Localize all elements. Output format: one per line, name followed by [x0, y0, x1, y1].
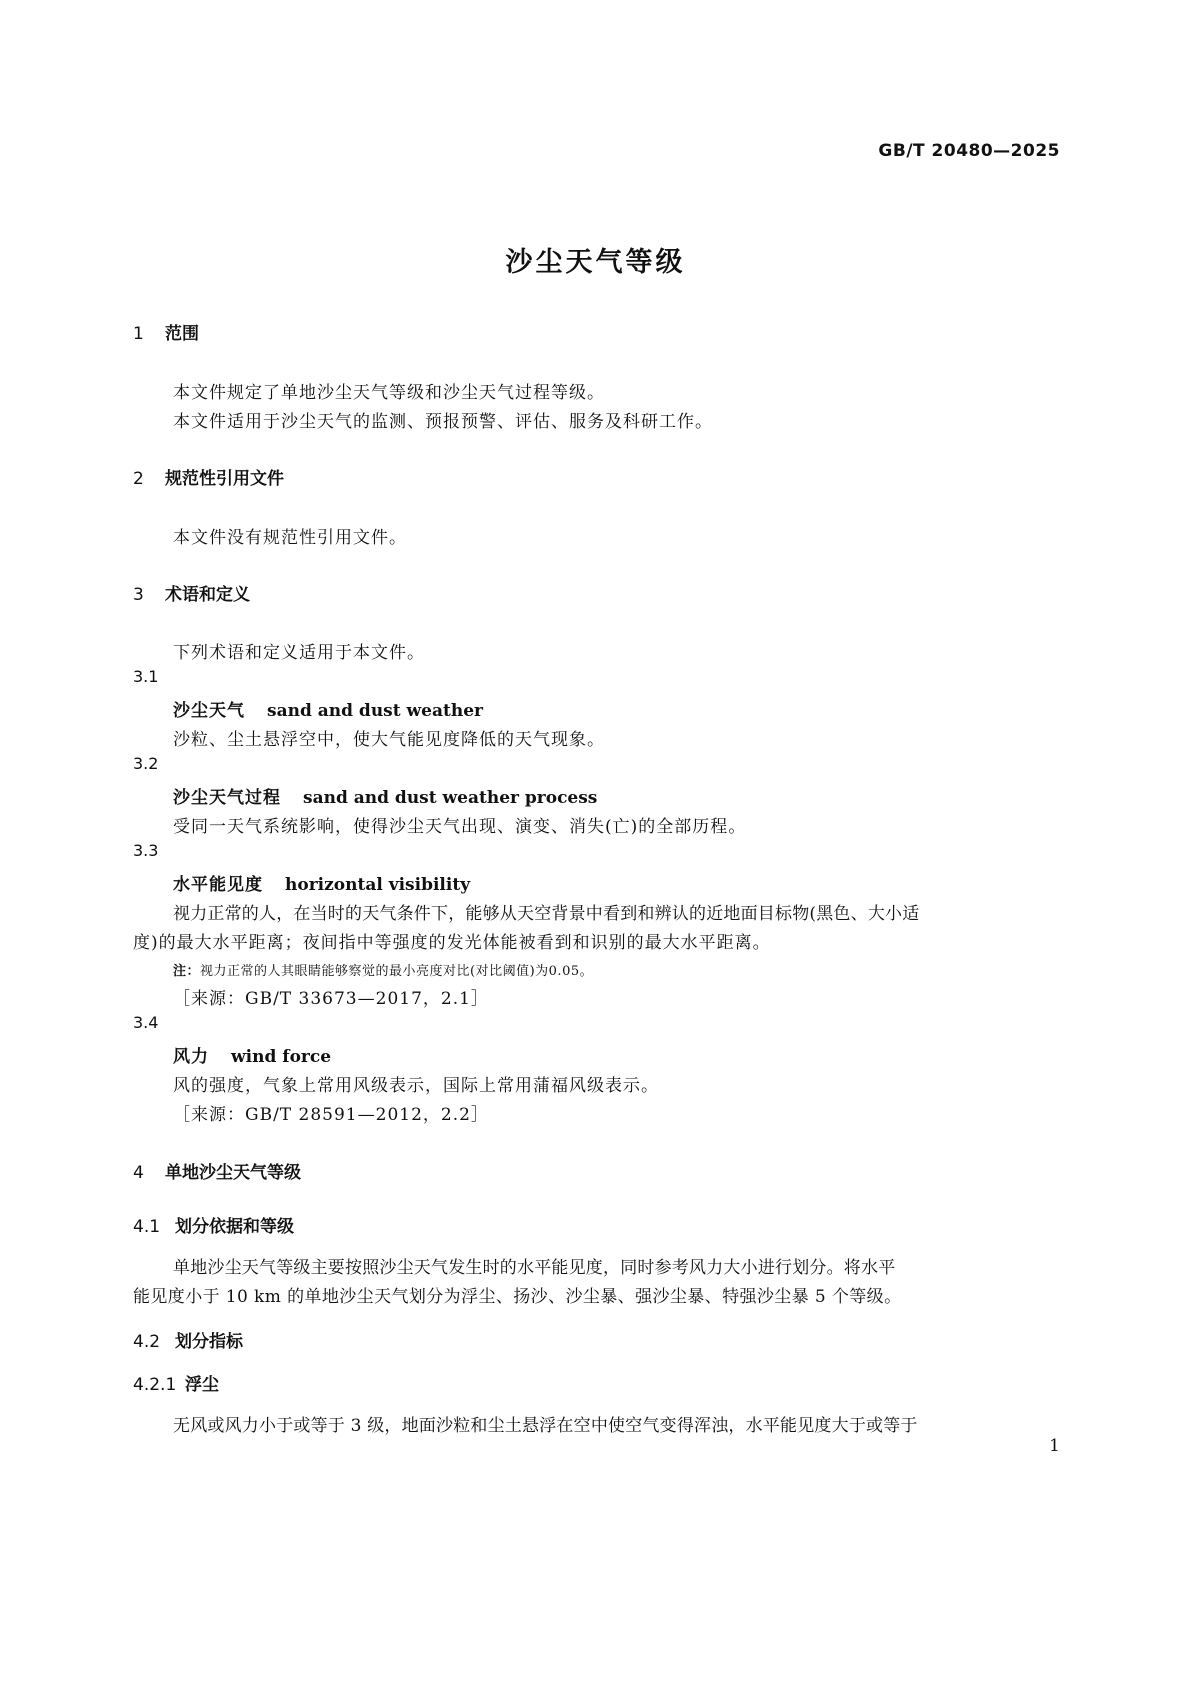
- term-3-4-source: ［来源：GB/T 28591—2012，2.2］: [173, 1105, 489, 1125]
- section-1-paragraph-1: 本文件规定了单地沙尘天气等级和沙尘天气过程等级。: [173, 383, 605, 403]
- term-chinese: 水平能见度: [173, 875, 263, 895]
- section-title: 规范性引用文件: [165, 469, 284, 489]
- term-3-4-number: 3.4: [133, 1013, 159, 1032]
- section-2-paragraph-1: 本文件没有规范性引用文件。: [173, 528, 407, 548]
- section-1-paragraph-2: 本文件适用于沙尘天气的监测、预报预警、评估、服务及科研工作。: [173, 412, 713, 432]
- document-title: 沙尘天气等级: [505, 247, 686, 278]
- section-3-heading: [133, 580, 250, 605]
- standard-number: GB/T 20480—2025: [878, 141, 1060, 161]
- section-2-heading: [133, 464, 284, 489]
- note-label: 注：: [173, 964, 201, 979]
- section-number: 1: [133, 324, 144, 344]
- section-title: 范围: [165, 324, 199, 344]
- term-chinese: 沙尘天气: [173, 701, 245, 721]
- term-3-3-number: 3.3: [133, 841, 159, 860]
- section-number: 4.2.1: [133, 1375, 177, 1395]
- section-number: 4.1: [133, 1217, 161, 1237]
- term-english: wind force: [231, 1047, 332, 1067]
- section-4-1-paragraph-line-1: 单地沙尘天气等级主要按照沙尘天气发生时的水平能见度，同时参考风力大小进行划分。将水平: [173, 1258, 896, 1278]
- section-4-heading: [133, 1158, 301, 1183]
- section-3-intro: 下列术语和定义适用于本文件。: [173, 643, 425, 663]
- term-3-2: [173, 783, 597, 808]
- section-title: 术语和定义: [165, 585, 250, 605]
- section-number: 4.2: [133, 1332, 161, 1352]
- section-4-2-1-paragraph-line-1: 无风或风力小于或等于 3 级，地面沙粒和尘土悬浮在空中使空气变得浑浊，水平能见度大于或等于: [173, 1416, 918, 1436]
- term-3-1-definition: 沙粒、尘土悬浮空中，使大气能见度降低的天气现象。: [173, 730, 605, 750]
- term-3-3-definition-line-1: 视力正常的人，在当时的天气条件下，能够从天空背景中看到和辨认的近地面目标物(黑色、大小适: [173, 904, 920, 924]
- term-3-3-note: [173, 960, 593, 979]
- note-text: 视力正常的人其眼睛能够察觉的最小亮度对比(对比阈值)为0.05。: [200, 964, 594, 979]
- section-title: 浮尘: [185, 1375, 219, 1395]
- term-3-1-number: 3.1: [133, 667, 159, 686]
- term-3-4-definition: 风的强度，气象上常用风级表示，国际上常用蒲福风级表示。: [173, 1076, 659, 1096]
- section-4-1-heading: [133, 1212, 294, 1237]
- term-3-2-definition: 受同一天气系统影响，使得沙尘天气出现、演变、消失(亡)的全部历程。: [173, 817, 747, 837]
- term-3-3: [173, 870, 470, 895]
- section-title: 单地沙尘天气等级: [165, 1163, 301, 1183]
- section-4-1-paragraph-line-2: 能见度小于 10 km 的单地沙尘天气划分为浮尘、扬沙、沙尘暴、强沙尘暴、特强沙尘暴 5 个等级。: [133, 1287, 902, 1307]
- term-chinese: 风力: [173, 1047, 209, 1067]
- section-title: 划分依据和等级: [175, 1217, 294, 1237]
- term-english: horizontal visibility: [285, 875, 471, 895]
- section-4-2-1-heading: [133, 1370, 219, 1395]
- section-title: 划分指标: [175, 1332, 243, 1352]
- section-4-2-heading: [133, 1327, 243, 1352]
- section-number: 3: [133, 585, 144, 605]
- term-3-1: [173, 696, 483, 721]
- section-number: 2: [133, 469, 144, 489]
- term-3-2-number: 3.2: [133, 754, 159, 773]
- term-english: sand and dust weather: [267, 701, 483, 721]
- section-number: 4: [133, 1163, 144, 1183]
- page-number: 1: [1049, 1436, 1060, 1456]
- term-chinese: 沙尘天气过程: [173, 788, 281, 808]
- section-1-heading: [133, 319, 199, 344]
- term-3-4: [173, 1042, 331, 1067]
- term-3-3-source: ［来源：GB/T 33673—2017，2.1］: [173, 989, 489, 1009]
- term-3-3-definition-line-2: 度)的最大水平距离；夜间指中等强度的发光体能被看到和识别的最大水平距离。: [133, 933, 771, 953]
- term-english: sand and dust weather process: [303, 788, 598, 808]
